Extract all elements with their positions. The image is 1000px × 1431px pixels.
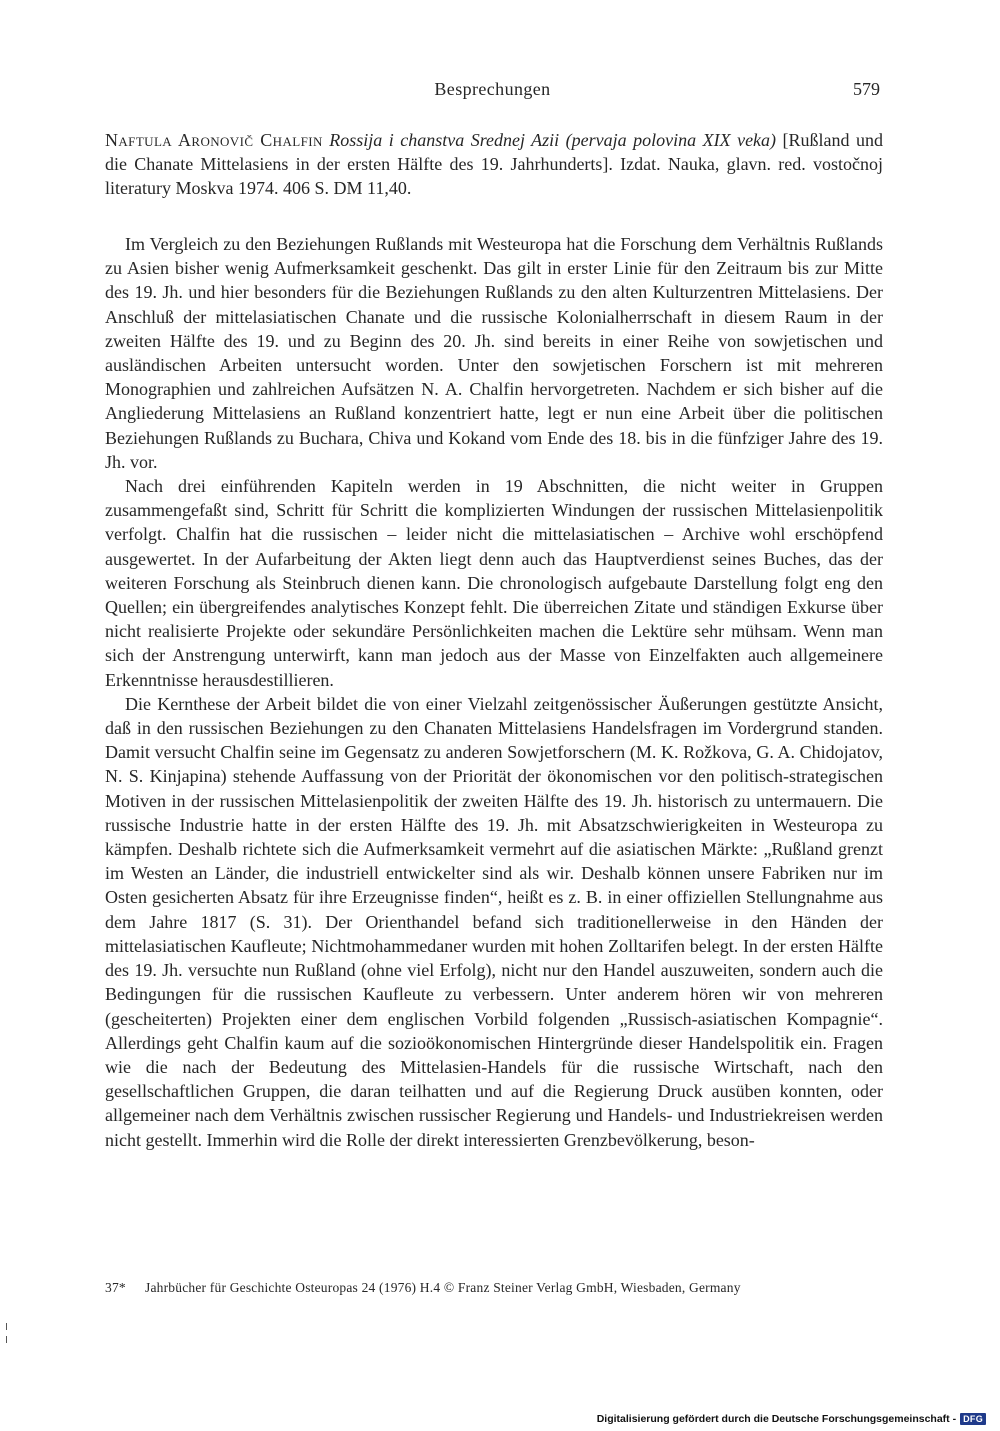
journal-citation: Jahrbücher für Geschichte Osteuropas 24 (1976) H.4 © Franz Steiner Verlag GmbH, Wiesbaden, Germany	[145, 1280, 741, 1295]
page-footer	[105, 1280, 880, 1296]
paragraph: Im Vergleich zu den Beziehungen Rußlands mit Westeuropa hat die Forschung dem Verhältnis Rußlands zu Asien bisher wenig Aufmerksamkeit geschenkt. Das gilt in erster Linie für den Zeitraum bis zur Mitte des 19. Jh. und hier besonders für die Beziehungen Rußlands zu den alten Kulturzentren Mittelasiens. Der Anschluß der mittelasiatischen Chanate und die russische Kolonialherrschaft in diesem Raum in der zweiten Hälfte des 19. und zu Beginn des 20. Jh. sind bereits in einer Reihe von sowjetischen und ausländischen Arbeiten untersucht worden. Unter den sowjetischen Forschern ist mit mehreren Monographien und zahlreichen Aufsätzen N. A. Chalfin hervorgetreten. Nachdem er sich bisher auf die Angliederung Mittelasiens an Rußland konzentriert hatte, legt er nun eine Arbeit über die politischen Beziehungen Rußlands zu Buchara, Chiva und Kokand vom Ende des 18. bis in die fünfziger Jahre des 19. Jh. vor.	[105, 234, 883, 472]
margin-tick	[6, 1323, 7, 1330]
paragraph: Die Kernthese der Arbeit bildet die von einer Vielzahl zeitgenössischer Äußerungen gestützte Ansicht, daß in den russischen Beziehungen zu den Chanaten Mittelasiens Handelsfragen im Vordergrund standen. Damit versucht Chalfin seine im Gegensatz zu anderen Sowjetforschern (M. K. Rožkova, G. A. Chidojatov, N. S. Kinjapina) stehende Auffassung von der Priorität der ökonomischen vor den politisch-strategischen Motiven in der russischen Mittelasienpolitik der zweiten Hälfte des 19. Jh. historisch zu untermauern. Die russische Industrie hatte in der ersten Hälfte des 19. Jh. mit Absatzschwierigkeiten in Westeuropa zu kämpfen. Deshalb richtete sich die Aufmerksamkeit vermehrt auf die asiatischen Märkte: „Rußland grenzt im Westen an Länder, die industriell entwickelter sind als wir. Deshalb können unsere Fabriken nur im Osten gesicherten Absatz für ihre Erzeugnisse finden“, heißt es z. B. in einer offiziellen Stellungnahme aus dem Jahre 1817 (S. 31). Der Orienthandel befand sich traditionellerweise in den Händen der mittelasiatischen Kaufleute; Nichtmohammedaner wurden mit hohen Zolltarifen belegt. In der ersten Hälfte des 19. Jh. versuchte nun Rußland (ohne viel Erfolg), nicht nur den Handel auszuweiten, sondern auch die Bedingungen für die russischen Kaufleute zu verbessern. Unter anderem hören wir von mehreren (gescheiterten) Projekten einer dem englischen Vorbild folgenden „Russisch-asiatischen Kompagnie“. Allerdings geht Chalfin kaum auf die sozioökonomischen Hintergründe dieser Handelspolitik ein. Fragen wie die nach der Bedeutung des Mittelasien-Handels für die russische Wirtschaft, nach den gesellschaftlichen Gruppen, die daran teilhatten und auf die Regierung Druck ausüben konnten, oder allgemeiner nach dem Verhältnis zwischen russischer Regierung und Handels- und Industriekreisen werden nicht gestellt. Immerhin wird die Rolle der direkt interessierten Grenzbevölkerung, beson-	[105, 693, 883, 1150]
dfg-logo: DFG	[960, 1413, 986, 1425]
review-author: Naftula Aronovič Chalfin	[105, 130, 323, 150]
margin-marks	[6, 1323, 8, 1345]
review-body	[105, 232, 883, 1152]
section-title: Besprechungen	[434, 79, 551, 99]
digitization-notice	[597, 1412, 986, 1426]
digitization-text: Digitalisierung gefördert durch die Deutsche Forschungsgemeinschaft -	[596, 1413, 957, 1425]
signature-mark: 37*	[105, 1280, 126, 1295]
running-header	[105, 74, 880, 104]
paragraph: Nach drei einführenden Kapiteln werden in 19 Abschnitten, die nicht weiter in Gruppen zusammengefaßt sind, Schritt für Schritt die komplizierten Windungen der russischen Mittelasienpolitik verfolgt. Chalfin hat die russischen – leider nicht die mittelasiatischen – Archive wohl erschöpfend ausgewertet. In der Aufarbeitung der Akten liegt denn auch das Hauptverdienst seines Buches, das der weiteren Forschung als Steinbruch dienen kann. Die chronologisch aufgebaute Darstellung folgt eng den Quellen; ein übergreifendes analytisches Konzept fehlt. Die überreichen Zitate und ständigen Exkurse über nicht realisierte Projekte oder sekundäre Persönlichkeiten machen die Lektüre sehr mühsam. Wenn man sich der Anstrengung unterwirft, kann man jedoch aus der Masse von Einzelfakten auch allgemeinere Erkenntnisse herausdestillieren.	[105, 476, 883, 690]
margin-tick	[6, 1336, 7, 1343]
page-number: 579	[853, 79, 880, 99]
bibliographic-entry	[105, 128, 883, 200]
book-details: [Rußland und die Chanate Mittelasiens in der ersten Hälfte des 19. Jahrhunderts]. Izdat. Nauka, glavn. red. vostočnoj literatury Moskva 1974. 406 S. DM 11,40.	[105, 130, 884, 198]
book-title: Rossija i chanstva Srednej Azii (pervaja polovina XIX veka)	[329, 130, 777, 150]
